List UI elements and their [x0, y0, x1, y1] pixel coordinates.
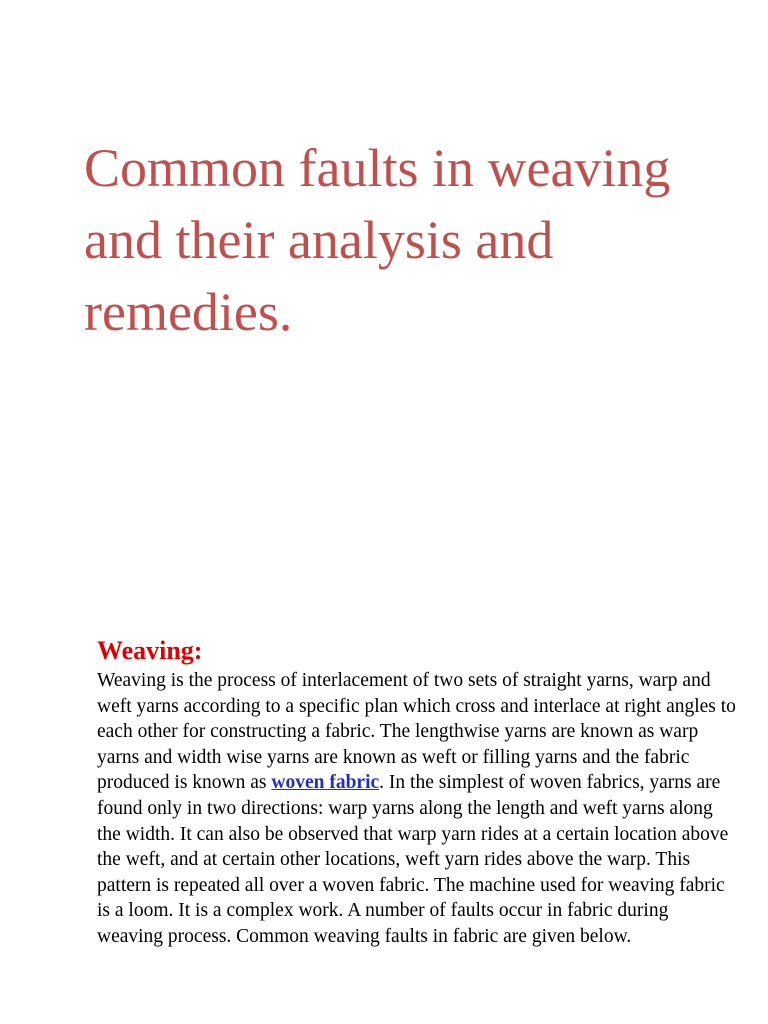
- paragraph-text-after-link: . In the simplest of woven fabrics, yarns are found only in two directions: warp yarns along the length and weft yarns along the width. It can also be observed that warp yarn rides at a certain location above the weft, and at certain other locations, weft yarn rides above the warp. This pattern is repeated all over a woven fabric. The machine used for weaving fabric is a loom. It is a complex work. A number of faults occur in fabric during weaving process. Common weaving faults in fabric are given below.: [97, 772, 729, 947]
- paragraph-text-before-link: Weaving is the process of interlacement of two sets of straight yarns, warp and weft yarns according to a specific plan which cross and interlace at right angles to each other for constructing a fabric. The lengthwise yarns are known as warp yarns and width wise yarns are known as weft or filling yarns and the fabric produced is known as: [97, 670, 736, 794]
- section-paragraph: [97, 668, 737, 950]
- section-heading: Weaving:: [97, 636, 203, 665]
- weaving-section: [97, 636, 737, 950]
- woven-fabric-link[interactable]: woven fabric: [271, 772, 380, 794]
- document-title: Common faults in weaving and their analysis and remedies.: [84, 138, 671, 342]
